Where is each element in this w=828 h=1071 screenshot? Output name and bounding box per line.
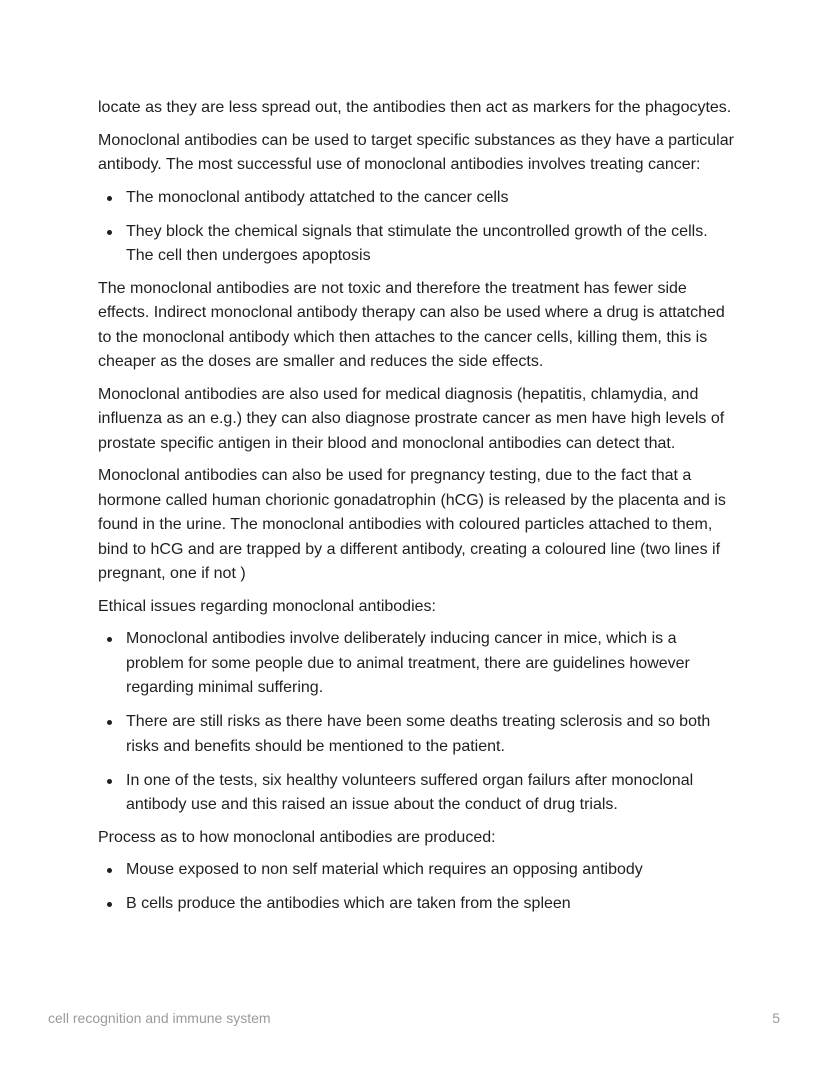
list-item: [98, 769, 738, 818]
paragraph-diagnosis: Monoclonal antibodies are also used for medical diagnosis (hepatitis, chlamydia, and influenza as an e.g.) they can also diagnose prostrate cancer as men have high levels of prostate specific antigen in their blood and monoclonal antibodies can detect that.: [98, 385, 725, 452]
page-footer: [48, 1010, 780, 1026]
list-item-text: The monoclonal antibody attatched to the cancer cells: [126, 188, 509, 206]
list-item-text: There are still risks as there have been some deaths treating sclerosis and so both risks and benefits should be mentioned to the patient.: [126, 713, 711, 755]
page-number: 5: [772, 1010, 780, 1026]
bullet-icon: [107, 779, 112, 784]
production-process-list: [98, 858, 738, 917]
list-item-text: B cells produce the antibodies which are taken from the spleen: [126, 895, 571, 912]
ethical-issues-list: [98, 627, 738, 818]
page-body: [98, 96, 738, 925]
list-item: [98, 892, 738, 917]
bullet-icon: [107, 720, 112, 725]
list-item-text: They block the chemical signals that stimulate the uncontrolled growth of the cells. The cell then undergoes apoptosis: [126, 222, 708, 264]
paragraph-process-heading: Process as to how monoclonal antibodies are produced:: [98, 828, 496, 846]
paragraph-pregnancy: Monoclonal antibodies can also be used for pregnancy testing, due to the fact that a hormone called human chorionic gonadatrophin (hCG) is released by the placenta and is found in the urine. The monoclonal antibodies with coloured particles attached to them, bind to hCG and are trapped by a different antibody, creating a coloured line (two lines if pregnant, one if not ): [98, 467, 726, 582]
footer-title: cell recognition and immune system: [48, 1010, 271, 1026]
cancer-treatment-list: [98, 186, 738, 269]
bullet-icon: [107, 868, 112, 873]
paragraph-phagocytes: locate as they are less spread out, the antibodies then act as markers for the phagocytes.: [98, 99, 732, 116]
paragraph-targeting: Monoclonal antibodies can be used to target specific substances as they have a particular antibody. The most successful use of monoclonal antibodies involves treating cancer:: [98, 131, 734, 173]
bullet-icon: [107, 196, 112, 201]
bullet-icon: [107, 230, 112, 235]
list-item: [98, 627, 738, 701]
list-item-text: In one of the tests, six healthy volunteers suffered organ failurs after monoclonal antibody use and this raised an issue about the conduct of drug trials.: [126, 771, 694, 813]
list-item-text: Mouse exposed to non self material which requires an opposing antibody: [126, 861, 643, 878]
bullet-icon: [107, 637, 112, 642]
list-item: [98, 220, 738, 269]
list-item: [98, 186, 738, 211]
bullet-icon: [107, 902, 112, 907]
paragraph-toxicity: The monoclonal antibodies are not toxic and therefore the treatment has fewer side effects. Indirect monoclonal antibody therapy can also be used where a drug is attatched to the monoclonal antibody which then attaches to the cancer cells, killing them, this is cheaper as the doses are smaller and reduces the side effects.: [98, 279, 725, 370]
list-item: [98, 710, 738, 759]
list-item-text: Monoclonal antibodies involve deliberately inducing cancer in mice, which is a problem for some people due to animal treatment, there are guidelines however regarding minimal suffering.: [126, 630, 690, 696]
list-item: [98, 858, 738, 883]
paragraph-ethical-heading: Ethical issues regarding monoclonal antibodies:: [98, 597, 436, 615]
